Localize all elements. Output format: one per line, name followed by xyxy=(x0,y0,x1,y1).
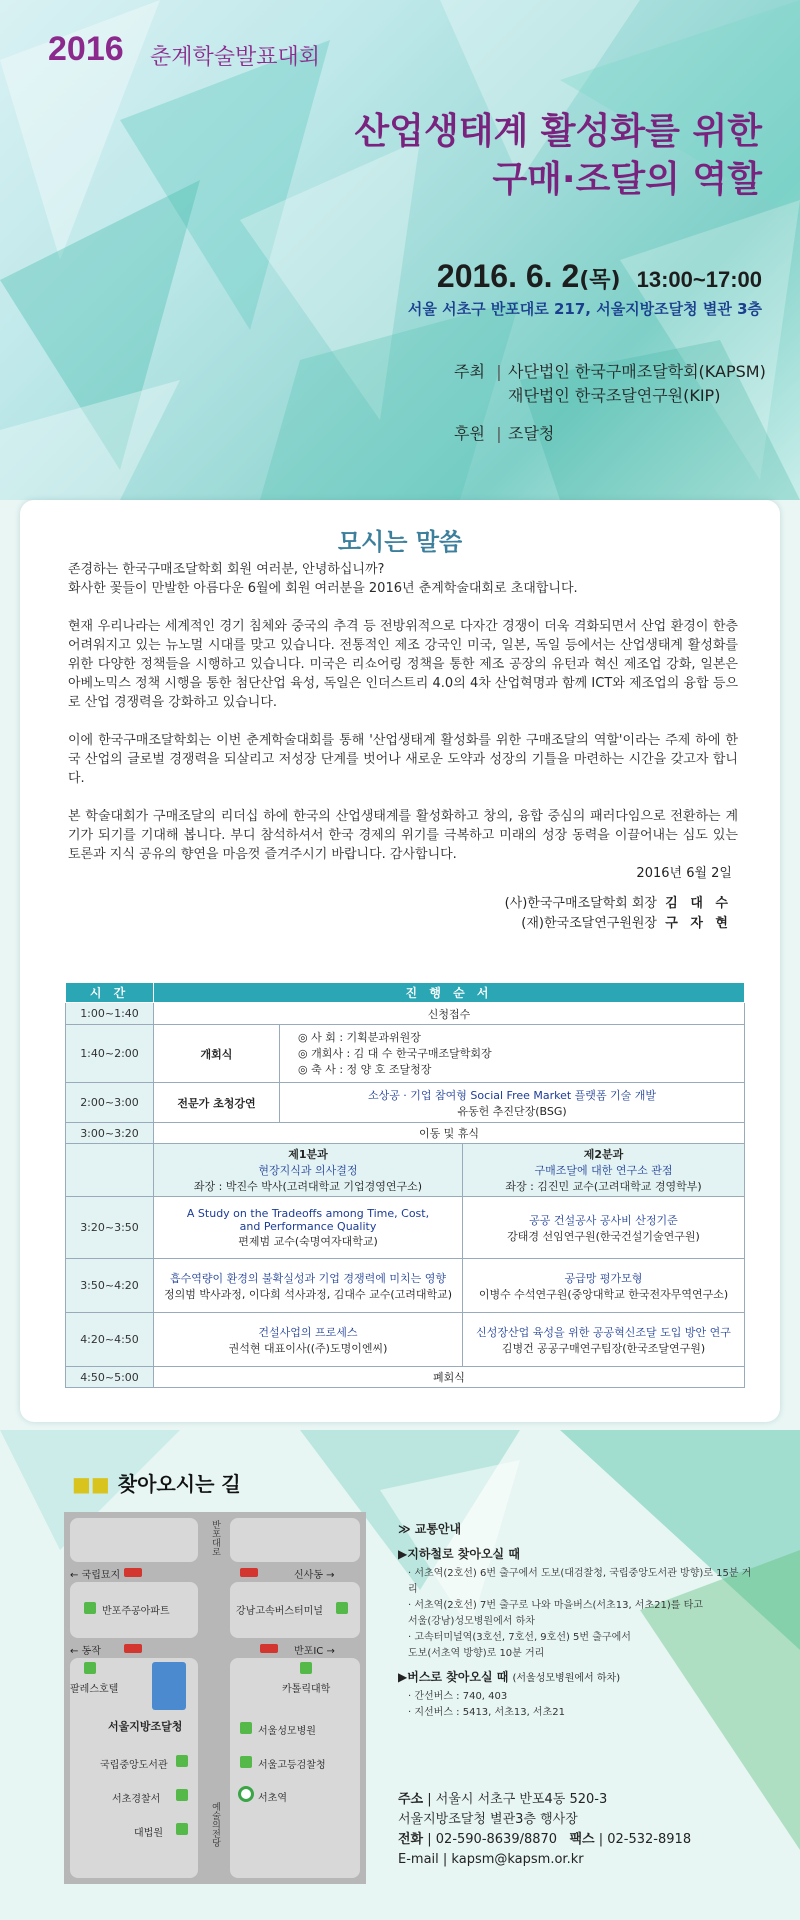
signer-name: 구 자 현 xyxy=(665,916,732,931)
transit-info xyxy=(398,1520,758,1721)
table-header-row xyxy=(66,983,745,1003)
program-label: 전문가 초청강연 xyxy=(154,1083,280,1123)
building-icon xyxy=(240,1722,252,1734)
list-item: 도보(서초역 방향)로 10분 거리 xyxy=(408,1648,545,1659)
session-chair: 좌장 : 김진민 교수(고려대학교 경영학부) xyxy=(505,1180,702,1193)
separator: | xyxy=(496,362,502,381)
map-label: 팔레스호텔 xyxy=(70,1684,119,1695)
subway-title: ▶지하철로 찾아오실 때 xyxy=(398,1547,520,1561)
time-cell: 4:50~5:00 xyxy=(66,1367,154,1388)
bus-title-text: ▶버스로 찾아오실 때 xyxy=(398,1670,509,1684)
table-row xyxy=(66,1197,745,1259)
time-cell: 3:00~3:20 xyxy=(66,1123,154,1144)
session-1-talk xyxy=(154,1197,463,1259)
map-label: 서울고등검찰청 xyxy=(258,1760,326,1771)
map-label: 서초역 xyxy=(258,1793,287,1804)
map-label: ← 동작 xyxy=(70,1646,101,1657)
table-row xyxy=(66,1083,745,1123)
list-item: · 고속터미널역(3호선, 7호선, 9호선) 5번 출구에서 xyxy=(408,1632,631,1643)
list-item: ◎ 사 회 : 기획분과위원장 xyxy=(298,1030,421,1044)
signer-1 xyxy=(505,894,732,914)
time-cell-empty xyxy=(66,1144,154,1197)
talk-speaker: 편제범 교수(숙명여자대학교) xyxy=(238,1234,378,1248)
keynote-cell xyxy=(280,1083,745,1123)
map-label: 대법원 xyxy=(134,1828,163,1839)
talk-title: A Study on the Tradeoffs among Time, Cost, xyxy=(186,1206,430,1220)
host-1: 사단법인 한국구매조달학회(KAPSM) xyxy=(508,362,766,381)
letter-date: 2016년 6월 2일 xyxy=(636,866,732,881)
list-item: ◎ 축 사 : 정 양 호 조달청장 xyxy=(298,1062,432,1076)
session-chair: 좌장 : 박진수 박사(고려대학교 기업경영연구소) xyxy=(193,1180,423,1193)
address-row-2: 서울지방조달청 별관3층 행사장 xyxy=(398,1812,578,1827)
signer-name: 김 대 수 xyxy=(665,896,732,911)
location-map xyxy=(64,1512,366,1884)
letter-paragraph: 이에 한국구매조달학회는 이번 춘계학술대회를 통해 '산업생태계 활성화를 위한 구매조달의 역할'이라는 주제 하에 한국 산업의 글로벌 경쟁력을 되살리고 저성장 단계를 벗어나 새로운 도약과 성장의 기틀을 마련하는 시간을 갖고자 합니다. xyxy=(68,733,738,786)
time-cell: 2:00~3:00 xyxy=(66,1083,154,1123)
time-cell: 4:20~4:50 xyxy=(66,1313,154,1367)
bus-icon xyxy=(240,1568,258,1577)
map-label: 서초경찰서 xyxy=(112,1794,161,1805)
list-item: · 서초역(2호선) 7번 출구로 나와 마을버스(서초13, 서초21)를 타고 xyxy=(408,1600,703,1611)
fax-label: 팩스 xyxy=(569,1832,595,1847)
keynote-speaker: 유동헌 추진단장(BSG) xyxy=(457,1104,567,1118)
talk-speaker: 김병건 공공구매연구팀장(한국조달연구원) xyxy=(501,1341,706,1355)
session-1-header xyxy=(154,1144,463,1197)
bus-note: (서울성모병원에서 하차) xyxy=(512,1673,621,1684)
host-label: 주최 xyxy=(454,362,485,381)
talk-speaker: 정의범 박사과정, 이다희 석사과정, 김대수 교수(고려대학교) xyxy=(163,1287,453,1301)
sponsor-row xyxy=(454,422,766,446)
signer-2 xyxy=(505,914,732,934)
title-line-2: 구매·조달의 역할 xyxy=(492,159,762,200)
page-title xyxy=(282,108,762,204)
map-label: 반포주공아파트 xyxy=(102,1606,170,1617)
schedule-table xyxy=(65,982,745,1388)
separator: | xyxy=(496,424,502,443)
building-icon xyxy=(300,1662,312,1674)
program-label: 개회식 xyxy=(154,1025,280,1083)
bus-icon xyxy=(124,1568,142,1577)
map-label: 서울성모병원 xyxy=(258,1726,316,1737)
building-icon xyxy=(84,1602,96,1614)
signer-org: (재)한국조달연구원원장 xyxy=(521,916,657,931)
building-icon xyxy=(84,1662,96,1674)
session-header-row xyxy=(66,1144,745,1197)
session-2-header xyxy=(463,1144,745,1197)
title-marker-icon: ■■ xyxy=(72,1472,110,1496)
contact-info xyxy=(398,1790,691,1870)
subway-icon xyxy=(238,1786,254,1802)
map-label-text: 국립묘지 xyxy=(81,1570,121,1581)
list-item: · 서초역(2호선) 6번 출구에서 도보(대검찰청, 국립중앙도서관 방향)로 15분 거리 xyxy=(408,1568,752,1595)
list-item: 서울(강남)성모병원에서 하차 xyxy=(408,1616,535,1627)
col-time: 시 간 xyxy=(66,983,154,1003)
event-date xyxy=(437,258,762,295)
time-cell: 3:50~4:20 xyxy=(66,1259,154,1313)
talk-title: 공급망 평가모형 xyxy=(564,1271,643,1285)
email-link[interactable]: kapsm@kapsm.or.kr xyxy=(451,1852,584,1867)
date-value: 2016. 6. 2 xyxy=(436,258,580,294)
event-name: 춘계학술발표대회 xyxy=(150,45,321,70)
map-label: 국립중앙도서관 xyxy=(100,1760,168,1771)
time-cell: 1:00~1:40 xyxy=(66,1003,154,1025)
road-label: 반포대로 xyxy=(210,1520,220,1556)
subway-list xyxy=(398,1566,758,1662)
map-label: 강남고속버스터미널 xyxy=(236,1606,323,1617)
talk-speaker: 권석현 대표이사((주)도명이엔씨) xyxy=(228,1341,388,1355)
map-label: ← 국립묘지 xyxy=(70,1570,121,1581)
date-weekday: (목) xyxy=(579,268,621,293)
session-2-talk xyxy=(463,1313,745,1367)
office-building-icon xyxy=(152,1662,186,1710)
host-row xyxy=(454,360,766,408)
header-banner xyxy=(0,0,800,500)
letter-paragraph xyxy=(68,560,738,598)
col-program: 진 행 순 서 xyxy=(154,983,745,1003)
map-block xyxy=(230,1518,360,1562)
host-values xyxy=(508,360,766,408)
time-cell: 1:40~2:00 xyxy=(66,1025,154,1083)
opening-list xyxy=(280,1025,745,1083)
signers xyxy=(505,894,732,934)
talk-title: 공공 건설공사 공사비 산정기준 xyxy=(529,1213,678,1227)
email-row: E-mail | kapsm@kapsm.or.kr xyxy=(398,1852,584,1867)
map-block xyxy=(70,1518,198,1562)
talk-title: 건설사업의 프로세스 xyxy=(258,1325,358,1339)
directions-title xyxy=(72,1468,241,1497)
session-topic: 현장지식과 의사결정 xyxy=(258,1164,358,1177)
address-line: 서울시 서초구 반포4동 520-3 xyxy=(435,1792,608,1807)
organizers xyxy=(454,360,766,446)
letter-line: 화사한 꽃들이 만발한 아름다운 6월에 회원 여러분을 2016년 춘계학술대회로 초대합니다. xyxy=(68,581,578,596)
time-cell: 3:20~3:50 xyxy=(66,1197,154,1259)
session-name: 제2분과 xyxy=(583,1148,624,1161)
keynote-title: 소상공 · 기업 참여형 Social Free Market 플랫폼 기술 개발 xyxy=(367,1088,657,1102)
invitation-card xyxy=(20,500,780,1422)
phone-row: 전화 | 02-590-8639/8870 팩스 | 02-532-8918 xyxy=(398,1832,692,1847)
bus-title xyxy=(398,1668,758,1685)
table-row xyxy=(66,1367,745,1388)
host-2: 재단법인 한국조달연구원(KIP) xyxy=(508,386,721,405)
talk-speaker: 강태경 선임연구원(한국건설기술연구원) xyxy=(507,1229,700,1243)
map-label-text: 반포IC xyxy=(294,1646,324,1657)
greeting-letter xyxy=(68,560,738,883)
building-icon xyxy=(176,1823,188,1835)
session-2-talk xyxy=(463,1259,745,1313)
phone-number: 02-590-8639/8870 xyxy=(435,1832,558,1847)
session-name: 제1분과 xyxy=(288,1148,328,1161)
map-label: 카톨릭대학 xyxy=(282,1684,331,1695)
bus-icon xyxy=(124,1644,142,1653)
letter-paragraph: 본 학술대회가 구매조달의 리더십 하에 한국의 산업생태계를 활성화하고 창의, 융합 중심의 패러다임으로 전환하는 계기가 되기를 기대해 봅니다. 부디 참석하셔서 한국 경제의 위기를 극복하고 미래의 성장 동력을 이끌어내는 심도 있는 토론과 지식 공유의 향연을 마음껏 즐겨주시기 바랍니다. 감사합니다. xyxy=(68,809,738,862)
greeting-title: 모시는 말씀 xyxy=(337,528,463,556)
sponsor: 조달청 xyxy=(508,424,555,443)
building-icon xyxy=(176,1755,188,1767)
map-label: 신사동 → xyxy=(294,1570,335,1581)
table-row xyxy=(66,1003,745,1025)
table-row xyxy=(66,1123,745,1144)
building-icon xyxy=(176,1789,188,1801)
map-label-text: 신사동 xyxy=(294,1570,323,1581)
title-line-1: 산업생태계 활성화를 위한 xyxy=(354,111,762,152)
road-label: 예술의전당 xyxy=(210,1802,220,1847)
list-item: ◎ 개회사 : 김 대 수 한국구매조달학회장 xyxy=(298,1046,492,1060)
map-label-text: 동작 xyxy=(81,1646,101,1657)
directions-title-text: 찾아오시는 길 xyxy=(117,1472,241,1496)
event-year: 2016 xyxy=(48,30,124,68)
bus-list xyxy=(398,1689,758,1721)
transit-header: ≫ 교통안내 xyxy=(398,1522,462,1536)
phone-label: 전화 xyxy=(398,1832,424,1847)
talk-title: 신성장산업 육성을 위한 공공혁신조달 도입 방안 연구 xyxy=(476,1325,731,1339)
table-row xyxy=(66,1259,745,1313)
talk-title: and Performance Quality xyxy=(239,1219,377,1233)
transit-header-text: 교통안내 xyxy=(414,1522,462,1536)
list-item: · 간선버스 : 740, 403 xyxy=(408,1691,508,1702)
list-item: · 지선버스 : 5413, 서초13, 서초21 xyxy=(408,1707,565,1718)
table-row xyxy=(66,1025,745,1083)
talk-speaker: 이병수 수석연구원(중앙대학교 한국전자무역연구소) xyxy=(478,1287,729,1301)
session-topic: 구매조달에 대한 연구소 관점 xyxy=(534,1164,673,1177)
address-label: 주소 xyxy=(398,1792,424,1807)
sponsor-label: 후원 xyxy=(454,424,485,443)
fax-number: 02-532-8918 xyxy=(607,1832,692,1847)
letter-line: 존경하는 한국구매조달학회 회원 여러분, 안녕하십니까? xyxy=(68,562,385,577)
bus-icon xyxy=(260,1644,278,1653)
building-icon xyxy=(240,1756,252,1768)
address-row: 주소 | 서울시 서초구 반포4동 520-3 xyxy=(398,1792,608,1807)
session-1-talk xyxy=(154,1313,463,1367)
letter-paragraph: 현재 우리나라는 세계적인 경기 침체와 중국의 추격 등 전방위적으로 다자간 경쟁이 더욱 격화되면서 산업 환경이 한층 어려워지고 있는 뉴노멀 시대를 맞고 있습니다. 전통적인 제조 강국인 미국, 일본, 독일 등에서는 산업생태계 활성화를 위한 다양한 정책들을 시행하고 있습니다. 미국은 리쇼어링 정책을 통한 제조 공장의 유턴과 혁신 제조업 강화, 일본은 아베노믹스 정책 시행을 통한 첨단산업 육성, 독일은 인더스트리 4.0의 4차 산업혁명과 함께 ICT와 제조업의 융합 등으로 산업 경쟁력을 강화하고 있습니다. xyxy=(68,619,738,710)
talk-title: 흡수역량이 환경의 불확실성과 기업 경쟁력에 미치는 영향 xyxy=(169,1271,446,1285)
session-1-talk xyxy=(154,1259,463,1313)
table-row xyxy=(66,1313,745,1367)
office-label: 서울지방조달청 xyxy=(108,1720,183,1733)
email-label: E-mail xyxy=(398,1852,439,1867)
program-cell: 이동 및 휴식 xyxy=(154,1123,745,1144)
map-label: 반포IC → xyxy=(294,1646,335,1657)
event-time: 13:00~17:00 xyxy=(636,267,762,292)
program-cell: 신청접수 xyxy=(154,1003,745,1025)
signer-org: (사)한국구매조달학회 회장 xyxy=(504,896,657,911)
venue: 서울 서초구 반포대로 217, 서울지방조달청 별관 3층 xyxy=(407,300,762,318)
program-cell: 폐회식 xyxy=(154,1367,745,1388)
building-icon xyxy=(336,1602,348,1614)
session-2-talk xyxy=(463,1197,745,1259)
